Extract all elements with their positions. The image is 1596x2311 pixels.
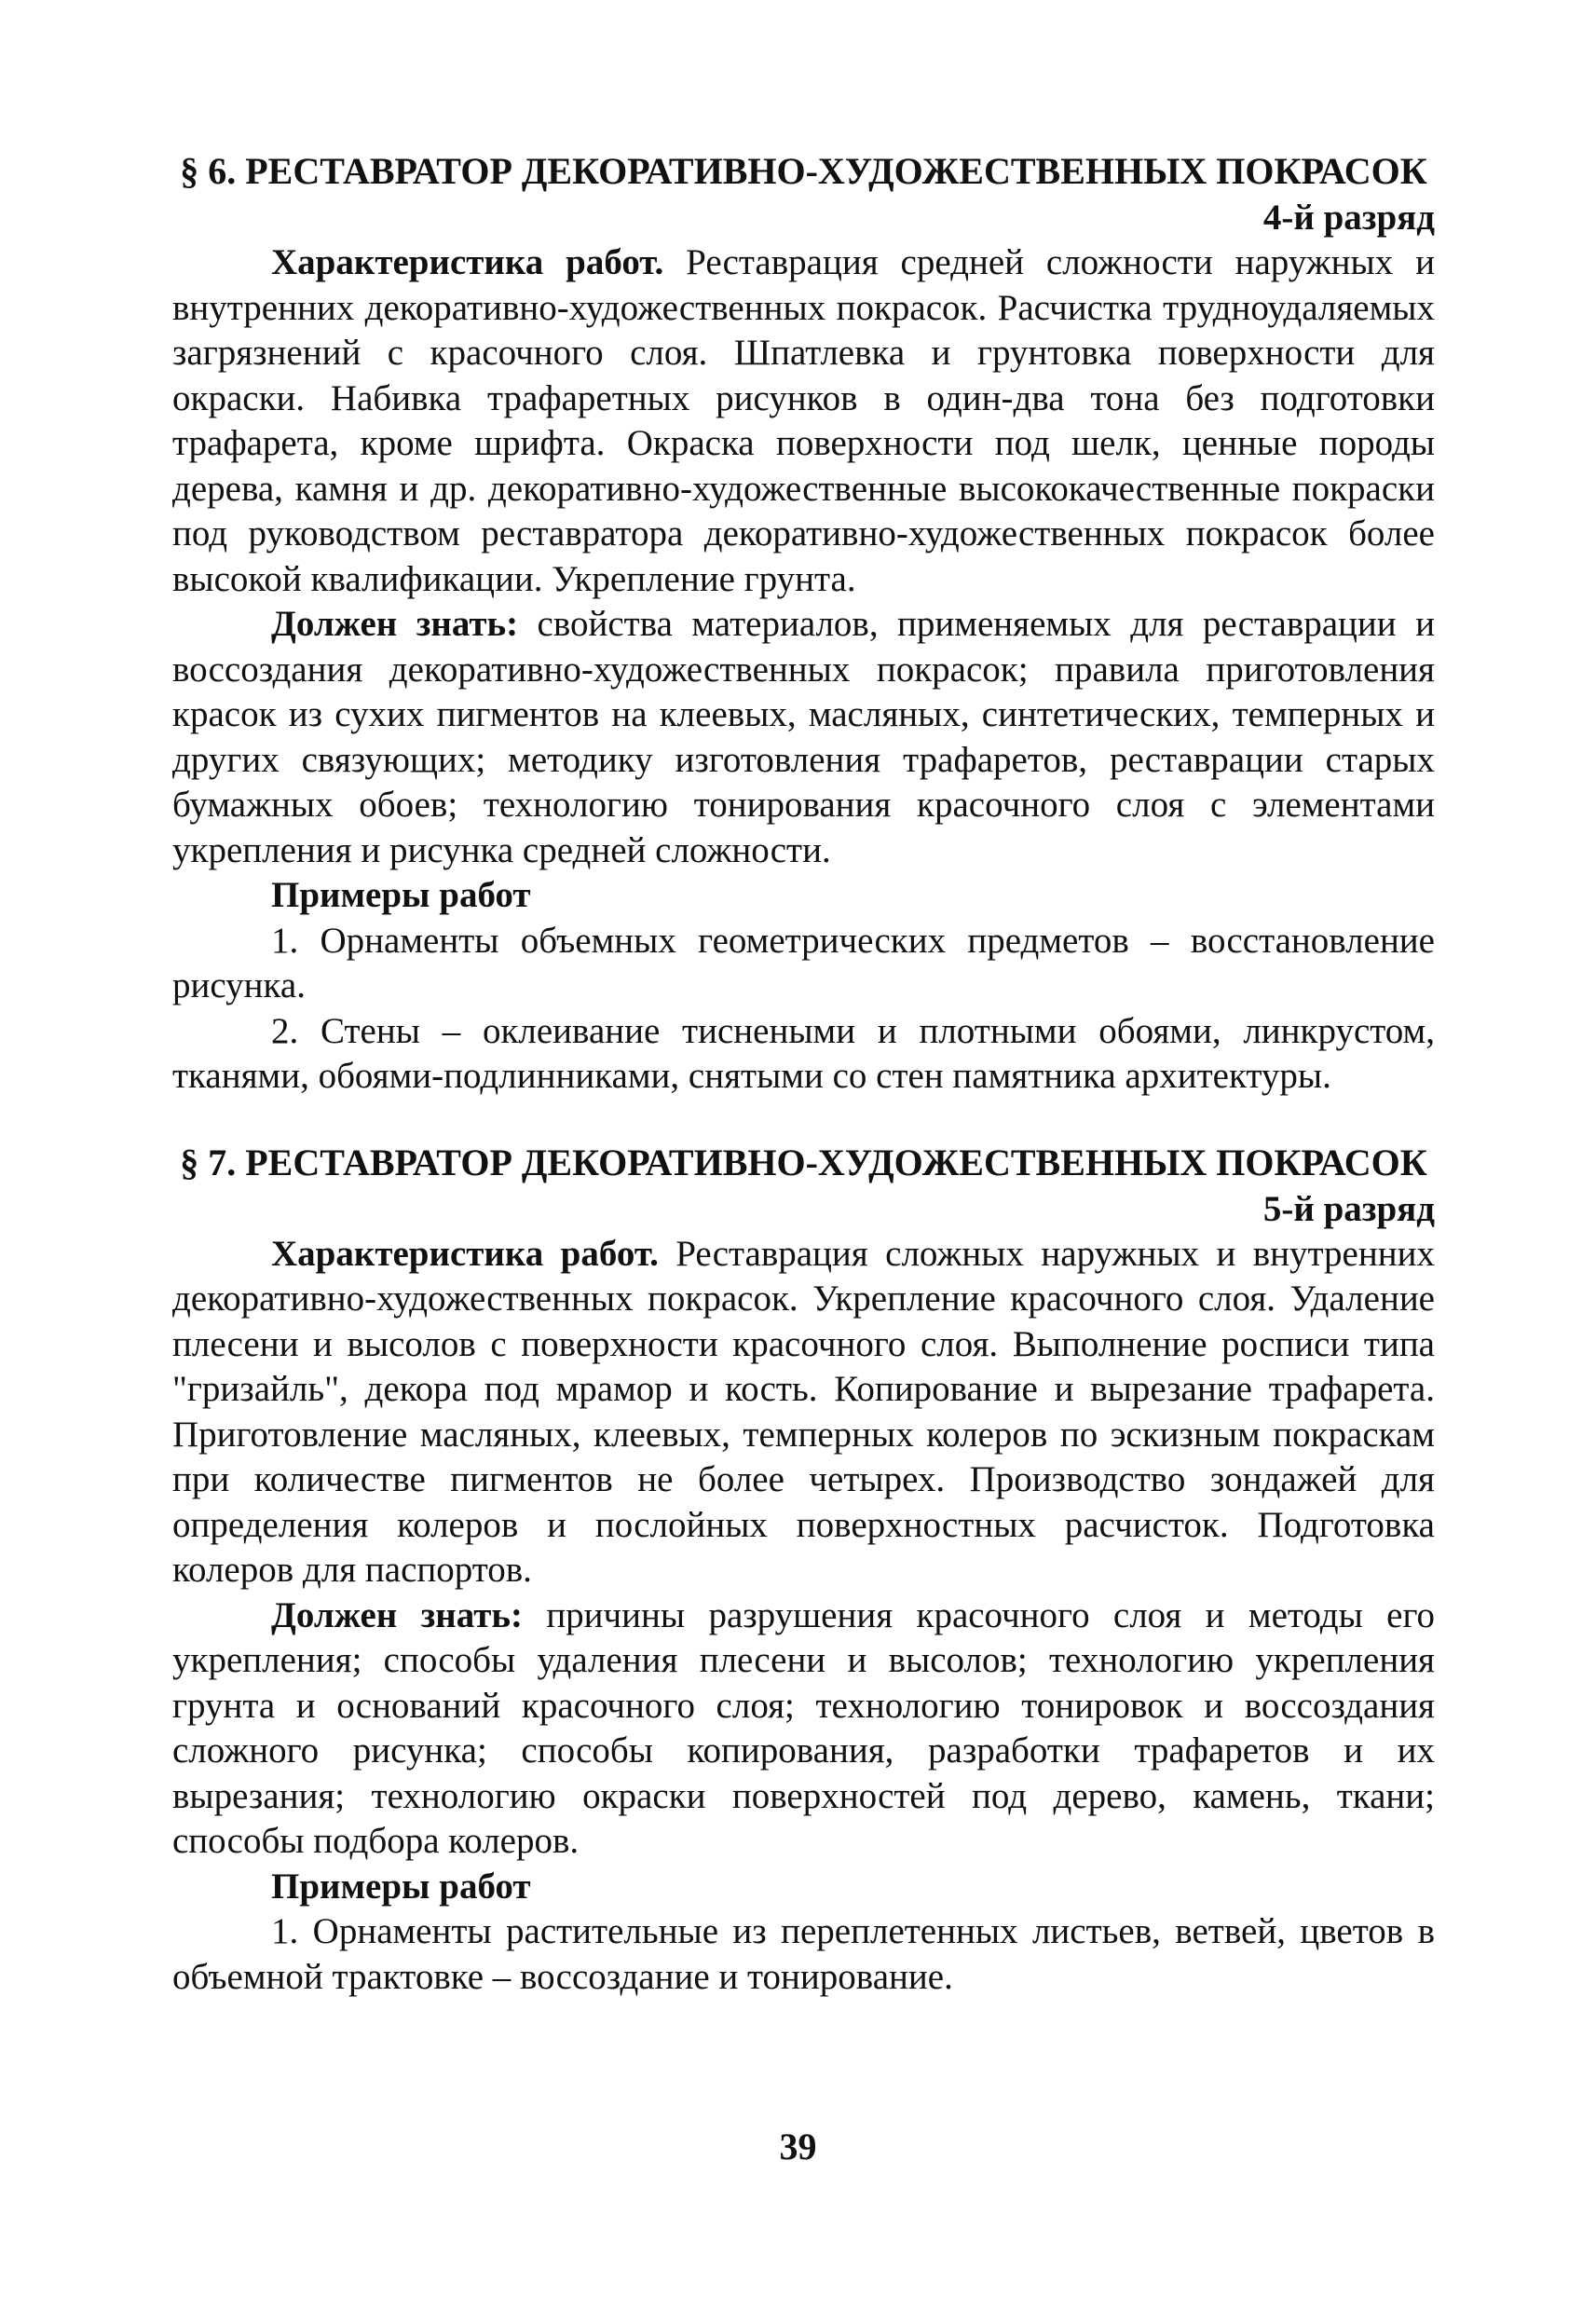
section-6-example-item: 2. Стены – оклеивание тиснеными и плотными обоями, линкрустом, тканями, обоями-подлинниками, снятыми со стен памятника архитектуры. xyxy=(172,1010,1435,1096)
section-6-knowledge xyxy=(172,602,1435,873)
section-7-examples-label: Примеры работ xyxy=(271,1866,531,1907)
section-7-characteristics xyxy=(172,1232,1435,1593)
document-page xyxy=(172,149,1435,2000)
characteristics-text: Реставрация средней сложности наружных и внутренних декоративно-художественных покрасок. Расчистка трудноудаляемых загрязнений с красочного слоя. Шпатлевка и грунтовка поверхности для окраски. Набивка трафаретных рисунков в один-два тона без подготовки трафарета, кроме шрифта. Окраска поверхности под шелк, ценные породы дерева, камня и др. декоративно-художественные высококачественные покраски под руководством реставратора декоративно-художественных покрасок более высокой квалификации. Укрепление грунта. xyxy=(172,242,1435,599)
page-number: 39 xyxy=(779,2126,817,2167)
section-7-example-item: 1. Орнаменты растительные из переплетенных листьев, ветвей, цветов в объемной трактовке – воссоздание и тонирование. xyxy=(172,1911,1435,1997)
characteristics-label: Характеристика работ. xyxy=(271,1233,659,1274)
section-6-grade: 4-й разряд xyxy=(1262,198,1435,238)
knowledge-label: Должен знать: xyxy=(271,604,519,644)
section-6-example-item: 1. Орнаменты объемных геометрических предметов – восстановление рисунка. xyxy=(172,920,1435,1005)
knowledge-text: причины разрушения красочного слоя и методы его укрепления; способы удаления плесени и высолов; технологию укрепления грунта и оснований красочного слоя; технологию тонировок и воссоздания сложного рисунка; способы копирования, разработки трафаретов и их вырезания; технологию окраски поверхностей под дерево, камень, ткани; способы подбора колеров. xyxy=(172,1594,1435,1861)
section-7-knowledge xyxy=(172,1593,1435,1865)
knowledge-label: Должен знать: xyxy=(271,1594,523,1635)
characteristics-text: Реставрация сложных наружных и внутренних декоративно-художественных покрасок. Укрепление красочного слоя. Удаление плесени и высолов с поверхности красочного слоя. Выполнение росписи типа "гризайль", декора под мрамор и кость. Копирование и вырезание трафарета. Приготовление масляных, клеевых, темперных колеров по эскизным покраскам при количестве пигментов не более четырех. Производство зондажей для определения колеров и послойных поверхностных расчисток. Подготовка колеров для паспортов. xyxy=(172,1233,1435,1590)
section-6-examples-label: Примеры работ xyxy=(271,875,531,915)
section-7-grade: 5-й разряд xyxy=(1262,1188,1435,1229)
knowledge-text: свойства материалов, применяемых для реставрации и воссоздания декоративно-художественных покрасок; правила приготовления красок из сухих пигментов на клеевых, масляных, синтетических, темперных и других связующих; методику изготовления трафаретов, реставрации старых бумажных обоев; технологию тонирования красочного слоя с элементами укрепления и рисунка средней сложности. xyxy=(172,604,1435,870)
characteristics-label: Характеристика работ. xyxy=(271,242,664,282)
section-6-characteristics xyxy=(172,240,1435,602)
section-6-heading: § 6. РЕСТАВРАТОР ДЕКОРАТИВНО-ХУДОЖЕСТВЕННЫХ ПОКРАСОК xyxy=(180,150,1427,192)
section-7-heading: § 7. РЕСТАВРАТОР ДЕКОРАТИВНО-ХУДОЖЕСТВЕННЫХ ПОКРАСОК xyxy=(180,1141,1427,1183)
